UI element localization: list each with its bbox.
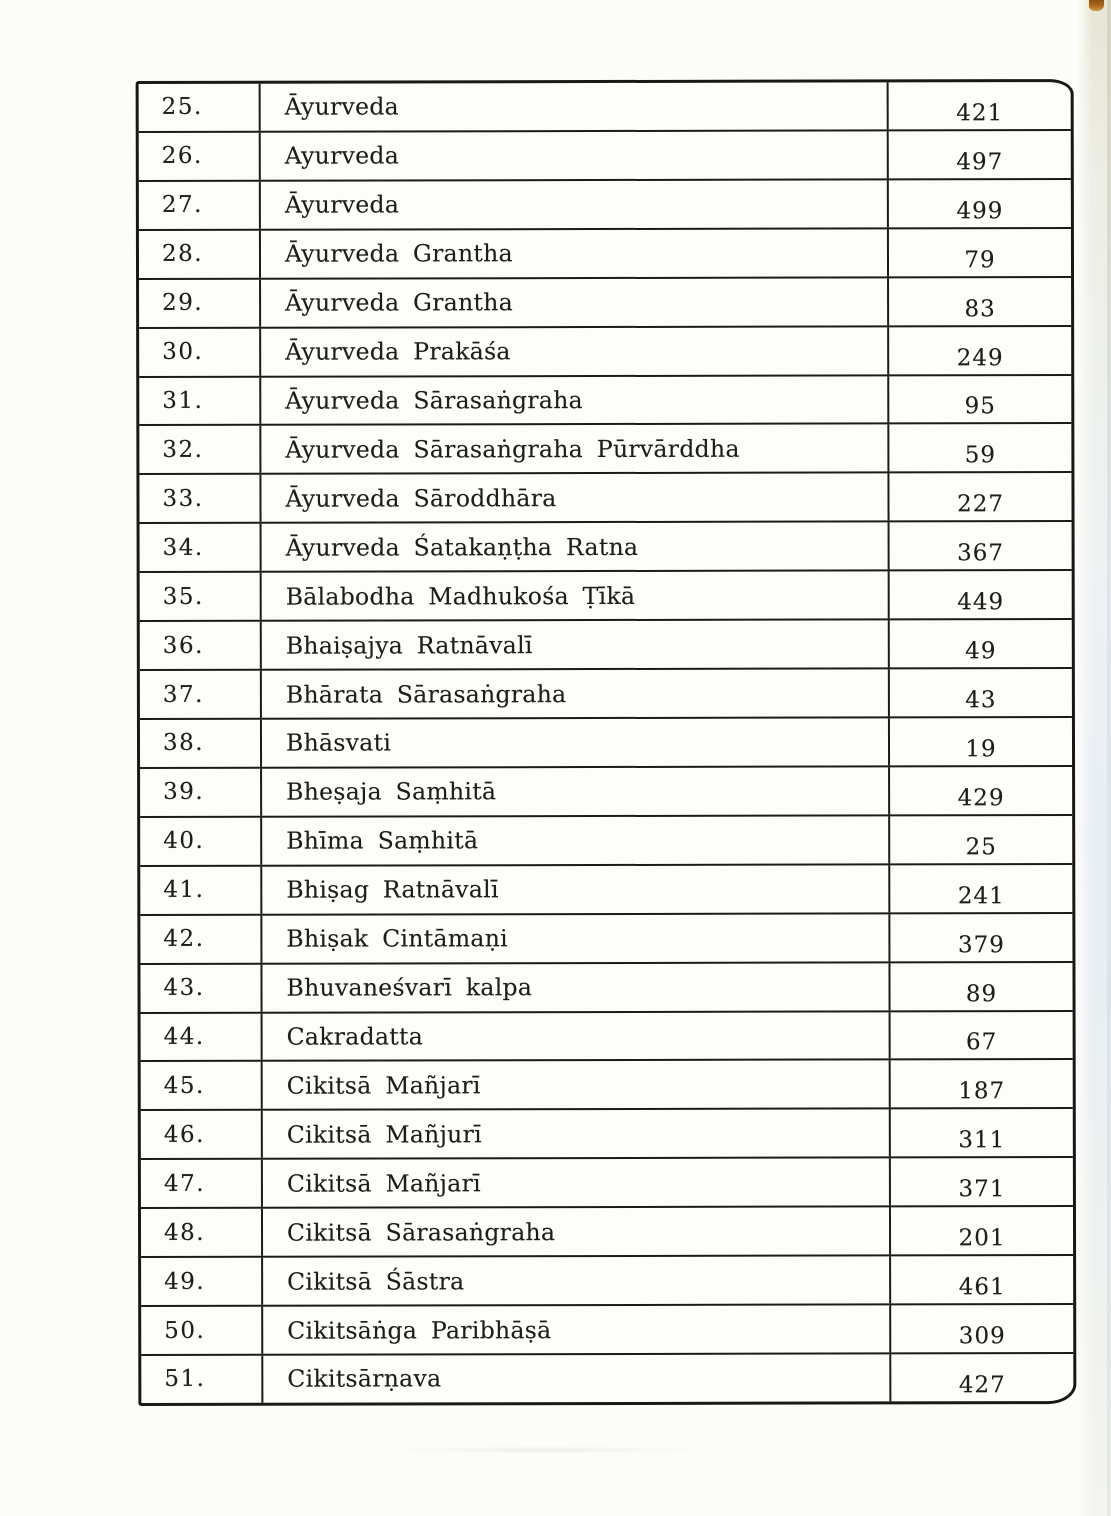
- page-number-cell: [890, 620, 1072, 667]
- page-number: 311: [958, 1127, 1006, 1154]
- serial-number-cell: [140, 720, 262, 767]
- title-cell: [263, 1159, 891, 1207]
- table-row: [141, 1107, 1073, 1158]
- page-number: 89: [965, 980, 998, 1007]
- manuscript-title: Bhārata Sārasaṅgraha: [285, 679, 567, 709]
- serial-number: 32.: [162, 436, 204, 463]
- page-number: 19: [965, 736, 997, 763]
- title-cell: [262, 621, 890, 669]
- title-cell: [262, 963, 890, 1011]
- page-number: 497: [956, 149, 1004, 176]
- serial-number-cell: [141, 1062, 263, 1109]
- title-cell: [262, 816, 890, 864]
- table-row: [141, 1156, 1073, 1207]
- table-row: [141, 1352, 1073, 1403]
- serial-number: 36.: [162, 632, 204, 659]
- manuscript-title: Āyurveda Grantha: [285, 288, 514, 317]
- serial-number-cell: [140, 818, 262, 865]
- title-cell: [261, 278, 889, 326]
- table-row: [139, 471, 1071, 522]
- table-row: [139, 227, 1071, 278]
- manuscript-title: Cikitsā Śāstra: [287, 1266, 465, 1296]
- page-number: 187: [958, 1078, 1006, 1105]
- serial-number: 45.: [163, 1072, 205, 1099]
- table-row: [140, 520, 1072, 571]
- page-number-cell: [890, 816, 1072, 863]
- serial-number: 33.: [162, 485, 204, 512]
- serial-number-cell: [140, 622, 262, 669]
- page-number: 499: [956, 197, 1004, 225]
- page-number-cell: [891, 1060, 1073, 1107]
- page-number-cell: [890, 963, 1072, 1010]
- table-row: [139, 422, 1071, 473]
- serial-number-cell: [139, 230, 261, 277]
- page-number: 83: [964, 295, 996, 322]
- title-cell: [263, 1305, 891, 1353]
- scan-smudge-artifact: [380, 1446, 710, 1454]
- page-number-cell: [891, 1256, 1073, 1303]
- page-number-cell: [889, 376, 1071, 423]
- table-row: [140, 569, 1072, 620]
- manuscript-title: Ayurveda: [284, 141, 400, 171]
- page-number-cell: [891, 1305, 1073, 1352]
- serial-number-cell: [140, 671, 262, 718]
- title-cell: [261, 229, 889, 277]
- manuscript-title: Bhiṣag Ratnāvalī: [286, 875, 499, 904]
- serial-number: 48.: [163, 1219, 206, 1246]
- serial-number-cell: [141, 1356, 263, 1403]
- serial-number: 38.: [162, 730, 205, 757]
- serial-number: 28.: [161, 241, 204, 268]
- table-row: [139, 374, 1071, 425]
- title-cell: [263, 1012, 891, 1060]
- page-number: 49: [965, 638, 997, 665]
- serial-number-cell: [140, 915, 262, 962]
- page-number-cell: [889, 278, 1071, 325]
- serial-number-cell: [139, 426, 261, 473]
- serial-number-cell: [141, 1307, 263, 1354]
- table-row: [141, 1058, 1073, 1109]
- serial-number-cell: [140, 524, 262, 571]
- manuscript-index-table: [136, 79, 1077, 1406]
- serial-number: 40.: [163, 828, 205, 855]
- manuscript-title: Bhaiṣajya Ratnāvalī: [285, 630, 533, 660]
- page-edge-shadow: [1077, 0, 1111, 1516]
- manuscript-title: Āyurveda Śatakaṇṭha Ratna: [285, 532, 639, 562]
- page-number-cell: [891, 1158, 1073, 1205]
- serial-number: 26.: [161, 143, 203, 170]
- page-number: 309: [958, 1323, 1006, 1350]
- serial-number-cell: [139, 377, 261, 424]
- serial-number-cell: [141, 1111, 263, 1158]
- serial-number-cell: [140, 573, 262, 620]
- page-number-cell: [889, 229, 1071, 276]
- table-row: [140, 765, 1072, 816]
- serial-number: 25.: [161, 94, 203, 121]
- page-number: 67: [965, 1029, 998, 1056]
- page-number-cell: [890, 767, 1072, 814]
- page-number: 59: [964, 442, 997, 469]
- serial-number: 42.: [163, 925, 205, 953]
- page-number: 421: [956, 100, 1004, 127]
- page-number: 461: [958, 1274, 1006, 1301]
- serial-number-cell: [140, 866, 262, 913]
- table-row: [140, 618, 1072, 669]
- manuscript-title: Bhāsvati: [285, 728, 392, 758]
- table-row: [140, 863, 1072, 914]
- table-row: [140, 912, 1072, 963]
- table-row: [139, 129, 1071, 180]
- manuscript-title: Āyurveda Sāroddhāra: [285, 483, 557, 513]
- manuscript-title: Āyurveda Sārasaṅgraha: [285, 386, 583, 415]
- page-number-cell: [890, 571, 1072, 618]
- page-number: 367: [957, 540, 1005, 567]
- page-number-cell: [890, 914, 1072, 961]
- page-number: 427: [958, 1372, 1006, 1399]
- page-number-cell: [891, 1012, 1073, 1059]
- manuscript-title: Cikitsārṇava: [287, 1364, 442, 1394]
- manuscript-title: Bheṣaja Saṃhitā: [286, 777, 497, 807]
- manuscript-title: Bhiṣak Cintāmaṇi: [286, 924, 508, 953]
- table-row: [140, 814, 1072, 865]
- serial-number-cell: [141, 1209, 263, 1256]
- title-cell: [261, 474, 889, 522]
- serial-number: 39.: [163, 779, 205, 806]
- title-cell: [262, 718, 890, 766]
- page-number-cell: [891, 1207, 1073, 1254]
- title-cell: [261, 425, 889, 473]
- table-row: [141, 1254, 1073, 1305]
- page-number-cell: [890, 718, 1072, 765]
- page-number-cell: [889, 327, 1071, 374]
- page-number-cell: [889, 473, 1071, 520]
- table-row: [140, 716, 1072, 767]
- title-cell: [263, 1354, 891, 1402]
- manuscript-title: Cikitsā Mañjarī: [286, 1168, 481, 1198]
- page-number-cell: [891, 1354, 1073, 1401]
- table-row: [141, 1010, 1073, 1061]
- serial-number: 30.: [162, 338, 204, 365]
- serial-number: 41.: [163, 877, 205, 904]
- table-row: [139, 178, 1071, 229]
- manuscript-title: Āyurveda: [284, 190, 400, 219]
- serial-number: 50.: [164, 1317, 206, 1344]
- title-cell: [263, 1257, 891, 1305]
- page-edge-fade: [1077, 0, 1093, 1516]
- title-cell: [262, 523, 890, 571]
- serial-number-cell: [139, 279, 261, 326]
- table-row: [140, 667, 1072, 718]
- serial-number-cell: [140, 964, 262, 1011]
- page-number-cell: [889, 82, 1071, 129]
- page-number: 25: [965, 833, 997, 860]
- page-number: 43: [965, 687, 997, 714]
- page-number: 449: [957, 589, 1005, 616]
- serial-number: 29.: [162, 289, 204, 317]
- title-cell: [261, 180, 889, 228]
- page-number: 249: [956, 344, 1004, 371]
- table-row: [141, 1205, 1073, 1256]
- serial-number-cell: [139, 84, 261, 131]
- manuscript-title: Cikitsā Sārasaṅgraha: [286, 1217, 556, 1247]
- manuscript-title: Āyurveda: [284, 92, 400, 122]
- title-cell: [261, 327, 889, 375]
- manuscript-title: Āyurveda Prakāśa: [285, 337, 511, 366]
- serial-number: 44.: [163, 1023, 205, 1050]
- serial-number-cell: [141, 1160, 263, 1207]
- page-number-cell: [890, 669, 1072, 716]
- corner-mark: [1089, 0, 1104, 11]
- title-cell: [263, 1208, 891, 1256]
- page-number-cell: [889, 424, 1071, 471]
- manuscript-title: Cikitsāṅga Paribhāṣā: [287, 1315, 552, 1345]
- title-cell: [262, 669, 890, 717]
- serial-number-cell: [139, 133, 261, 180]
- serial-number-cell: [139, 475, 261, 522]
- serial-number-cell: [139, 328, 261, 375]
- page-edge-rim: [1107, 0, 1111, 1516]
- serial-number: 46.: [163, 1121, 205, 1148]
- manuscript-title: Bhuvaneśvarī kalpa: [286, 973, 533, 1002]
- manuscript-title: Āyurveda Grantha: [284, 239, 513, 268]
- serial-number: 31.: [162, 387, 204, 414]
- serial-number-cell: [141, 1258, 263, 1305]
- page-number-cell: [890, 522, 1072, 569]
- serial-number: 49.: [164, 1268, 206, 1295]
- page-number-cell: [889, 180, 1071, 227]
- title-cell: [261, 82, 889, 130]
- title-cell: [262, 914, 890, 962]
- page-number: 241: [957, 882, 1005, 909]
- page-number-cell: [890, 865, 1072, 912]
- serial-number: 47.: [163, 1170, 206, 1197]
- page-number: 79: [964, 246, 996, 273]
- table-row: [139, 276, 1071, 327]
- serial-number-cell: [140, 769, 262, 816]
- table-row: [139, 325, 1071, 376]
- title-cell: [261, 131, 889, 179]
- manuscript-title: Bhīma Saṃhitā: [286, 826, 479, 855]
- page-number: 429: [957, 784, 1005, 812]
- page-number: 371: [958, 1176, 1006, 1203]
- serial-number: 27.: [161, 192, 203, 219]
- serial-number: 35.: [162, 583, 204, 610]
- title-cell: [262, 572, 890, 620]
- title-cell: [261, 376, 889, 424]
- serial-number: 51.: [164, 1366, 206, 1393]
- manuscript-title: Bālabodha Madhukośa Ṭīkā: [285, 581, 636, 611]
- manuscript-title: Āyurveda Sārasaṅgraha Pūrvārddha: [285, 434, 740, 464]
- table-row: [140, 961, 1072, 1012]
- page-number: 227: [957, 491, 1004, 518]
- table-row: [141, 1303, 1073, 1354]
- title-cell: [263, 1061, 891, 1109]
- title-cell: [263, 1110, 891, 1158]
- serial-number: 43.: [163, 974, 205, 1001]
- table-row: [139, 82, 1071, 131]
- page-number-cell: [889, 131, 1071, 178]
- title-cell: [262, 767, 890, 815]
- title-cell: [262, 865, 890, 913]
- serial-number: 34.: [162, 534, 204, 561]
- page-number: 201: [958, 1225, 1006, 1252]
- manuscript-title: Cakradatta: [286, 1022, 424, 1051]
- page-number: 379: [957, 931, 1005, 958]
- serial-number: 37.: [162, 681, 205, 708]
- page-number: 95: [964, 393, 996, 420]
- serial-number-cell: [139, 182, 261, 229]
- manuscript-title: Cikitsā Mañjarī: [286, 1071, 481, 1100]
- manuscript-title: Cikitsā Mañjurī: [286, 1120, 482, 1149]
- serial-number-cell: [141, 1013, 263, 1060]
- page-number-cell: [891, 1109, 1073, 1156]
